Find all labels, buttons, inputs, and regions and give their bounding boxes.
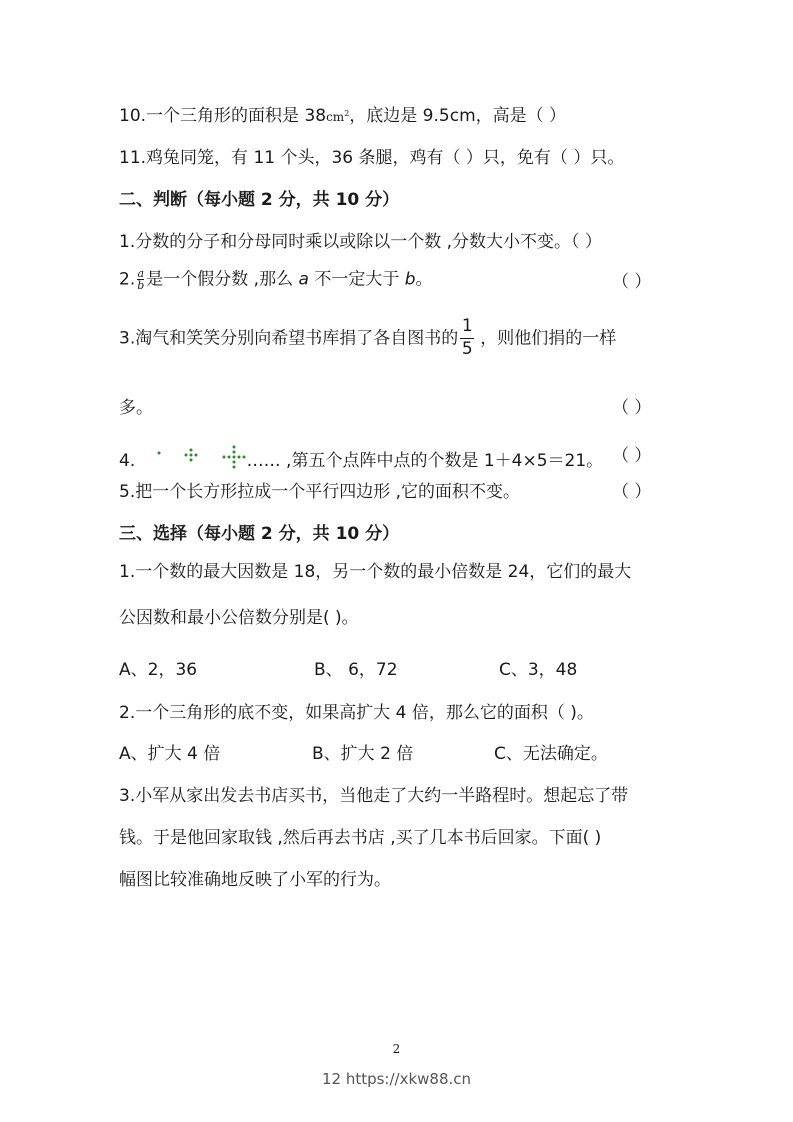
- choice-3-line-3: 幅图比较准确地反映了小军的行为。: [119, 870, 391, 890]
- fraction-a-over-b: $\frac{a}{b}$: [137, 267, 145, 292]
- footer-url: 12 https://xkw88.cn: [321, 1070, 472, 1088]
- question-11: 11.鸡兔同笼，有 11 个头，36 条腿，鸡有（ ）只，免有（ ）只。: [119, 148, 625, 168]
- q10-text-post: ，底边是 9.5cm，高是（ ）: [349, 106, 567, 126]
- choice-3-line-1: 3.小军从家出发去书店买书，当他走了大约一半路程时。想起忘了带: [119, 786, 629, 806]
- section-2-title: 二、判断（每小题 2 分，共 10 分）: [119, 190, 400, 210]
- judge-4-paren: （ ）: [612, 446, 652, 466]
- choice-1-option-a: A、2，36: [119, 660, 198, 680]
- question-10: [119, 106, 566, 126]
- judge-5-paren: （ ）: [612, 482, 652, 502]
- choice-1-line-1: 1.一个数的最大因数是 18，另一个数的最小倍数是 24，它们的最大: [119, 562, 632, 582]
- choice-1-option-b: B、 6，72: [314, 660, 398, 680]
- dot-figure-2: [184, 449, 197, 462]
- j3-text1: 3.淘气和笑笑分别向希望书库捐了各自图书的: [119, 328, 459, 349]
- choice-2-option-c: C、无法确定。: [494, 744, 608, 764]
- j2-var-b: b: [404, 269, 416, 290]
- dot-figure-3: [222, 446, 245, 469]
- j2-text1: 是一个假分数 ,那么: [146, 269, 299, 290]
- section-3-title: 三、选择（每小题 2 分，共 10 分）: [119, 524, 400, 544]
- judge-2-paren: （ ）: [612, 272, 652, 292]
- j3-text2: ，则他们捐的一样: [480, 328, 617, 349]
- choice-1-line-2: 公因数和最小公倍数分别是( )。: [119, 608, 359, 628]
- j2-num: 2.: [119, 269, 136, 290]
- j2-text2: 不一定大于: [308, 269, 405, 290]
- choice-3-line-2: 钱。于是他回家取钱 ,然后再去书店 ,买了几本书后回家。下面( ): [119, 828, 602, 848]
- judge-5: 5.把一个长方形拉成一个平行四边形 ,它的面积不变。: [119, 482, 521, 502]
- judge-4: [119, 444, 603, 478]
- j2-text3: 。: [415, 269, 433, 290]
- choice-1-option-c: C、3，48: [499, 660, 578, 680]
- choice-2-option-a: A、扩大 4 倍: [119, 744, 221, 764]
- q10-text: 10.一个三角形的面积是 38: [119, 106, 327, 126]
- judge-3-cont: 多。: [119, 398, 153, 418]
- choice-2: 2.一个三角形的底不变，如果高扩大 4 倍，那么它的面积（ )。: [119, 703, 594, 723]
- choice-2-option-b: B、扩大 2 倍: [312, 744, 414, 764]
- dot-figure-1: [157, 452, 160, 455]
- dot-pattern-figures: [141, 444, 247, 478]
- page-number: 2: [392, 1042, 401, 1056]
- judge-3: [119, 318, 616, 359]
- j4-num: 4.: [119, 451, 136, 471]
- judge-2: [119, 268, 433, 291]
- q10-unit: $cm^2$: [326, 109, 350, 124]
- fraction-one-fifth: $\frac{1}{5}$: [461, 316, 473, 359]
- judge-1: 1.分数的分子和分母同时乘以或除以一个数 ,分数大小不变。（ ）: [119, 232, 602, 252]
- judge-3-paren: （ ）: [612, 398, 652, 418]
- j4-text: …… ,第五个点阵中点的个数是 1＋4×5＝21。: [246, 451, 604, 471]
- j2-var-a: a: [298, 269, 309, 290]
